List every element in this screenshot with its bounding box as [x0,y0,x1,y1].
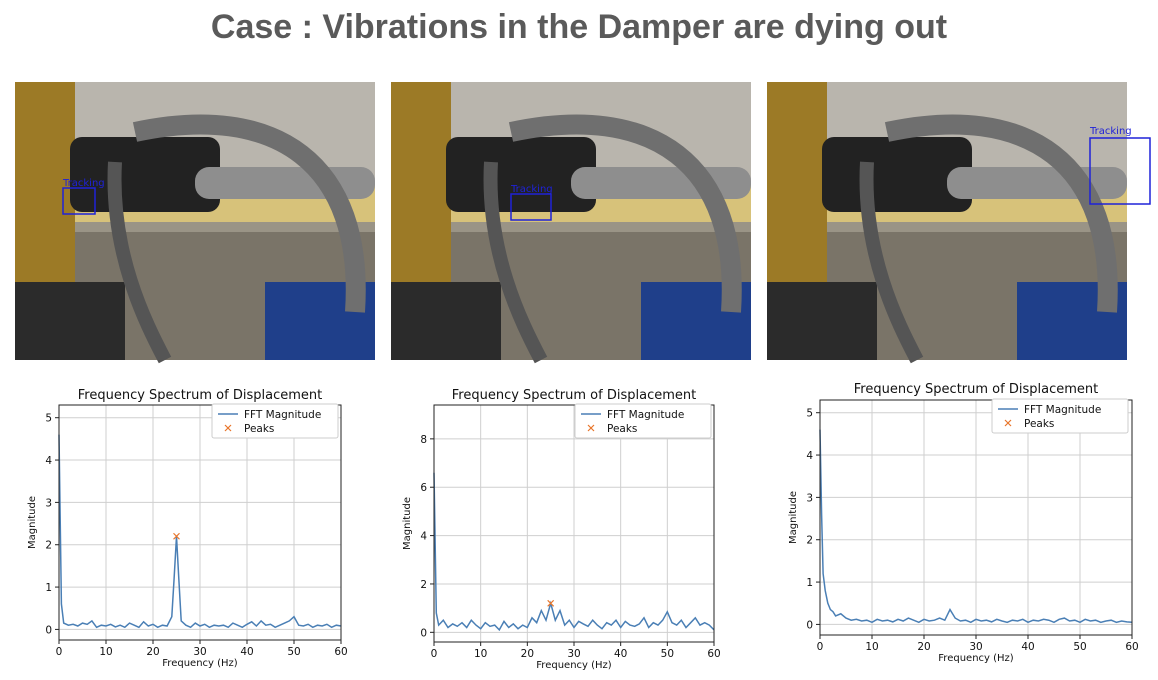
x-tick-label: 60 [1125,641,1139,653]
spectrum-chart-2 [386,380,766,680]
x-tick-label: 20 [917,641,931,653]
x-tick-label: 30 [193,646,207,658]
x-axis-label: Frequency (Hz) [938,653,1014,664]
y-tick-label: 6 [420,482,427,495]
legend-peaks-label: Peaks [1024,418,1055,430]
chart-legend [992,399,1128,433]
x-axis-label: Frequency (Hz) [536,660,612,671]
spectrum-chart-1 [0,380,380,680]
photo-frame-3 [767,82,1132,360]
y-tick-label: 2 [806,534,813,547]
x-tick-label: 40 [1021,641,1035,653]
chart-legend [212,404,338,438]
y-tick-label: 4 [806,450,813,463]
x-tick-label: 30 [567,648,581,660]
y-tick-label: 0 [420,627,427,640]
tracking-label: Tracking [511,184,553,195]
y-axis-label: Magnitude [27,496,38,549]
y-tick-label: 5 [806,407,813,420]
x-tick-label: 60 [707,648,721,660]
x-tick-label: 0 [430,648,438,660]
x-tick-label: 60 [334,646,348,658]
x-tick-label: 20 [146,646,160,658]
legend-peaks-label: Peaks [244,423,275,435]
y-axis-label: Magnitude [402,497,413,550]
y-tick-label: 3 [45,497,52,510]
x-tick-label: 0 [55,646,63,658]
legend-fft-label: FFT Magnitude [1024,404,1102,416]
tracking-label: Tracking [63,178,105,189]
y-tick-label: 0 [806,619,813,632]
x-tick-label: 50 [287,646,301,658]
x-tick-label: 50 [1073,641,1087,653]
x-tick-label: 30 [969,641,983,653]
x-tick-label: 20 [520,648,535,660]
x-tick-label: 10 [99,646,113,658]
slide-title: Case : Vibrations in the Damper are dying out [210,8,948,46]
chart-title: Frequency Spectrum of Displacement [451,388,697,403]
photo-frame-1 [15,82,375,360]
x-axis-label: Frequency (Hz) [162,658,238,669]
legend-fft-label: FFT Magnitude [244,409,322,421]
y-tick-label: 4 [45,455,52,468]
y-tick-label: 2 [45,539,52,552]
y-tick-label: 4 [420,530,427,543]
chart-title: Frequency Spectrum of Displacement [77,388,323,403]
y-tick-label: 1 [806,577,813,590]
legend-peaks-label: Peaks [607,423,638,435]
x-tick-label: 10 [865,641,879,653]
x-tick-label: 40 [240,646,254,658]
y-tick-label: 5 [45,412,52,425]
x-tick-label: 50 [660,648,675,660]
y-tick-label: 8 [420,433,427,446]
x-tick-label: 10 [473,648,488,660]
y-tick-label: 2 [420,578,427,591]
chart-legend [575,404,711,438]
photo-frame-2 [391,82,751,360]
spectrum-chart-3 [772,375,1158,680]
chart-title: Frequency Spectrum of Displacement [853,382,1099,397]
legend-fft-label: FFT Magnitude [607,409,685,421]
y-tick-label: 1 [45,582,52,595]
x-tick-label: 40 [613,648,628,660]
y-tick-label: 0 [45,624,52,637]
y-axis-label: Magnitude [788,491,799,544]
y-tick-label: 3 [806,492,813,505]
x-tick-label: 0 [816,641,824,653]
tracking-label: Tracking [1090,126,1132,137]
